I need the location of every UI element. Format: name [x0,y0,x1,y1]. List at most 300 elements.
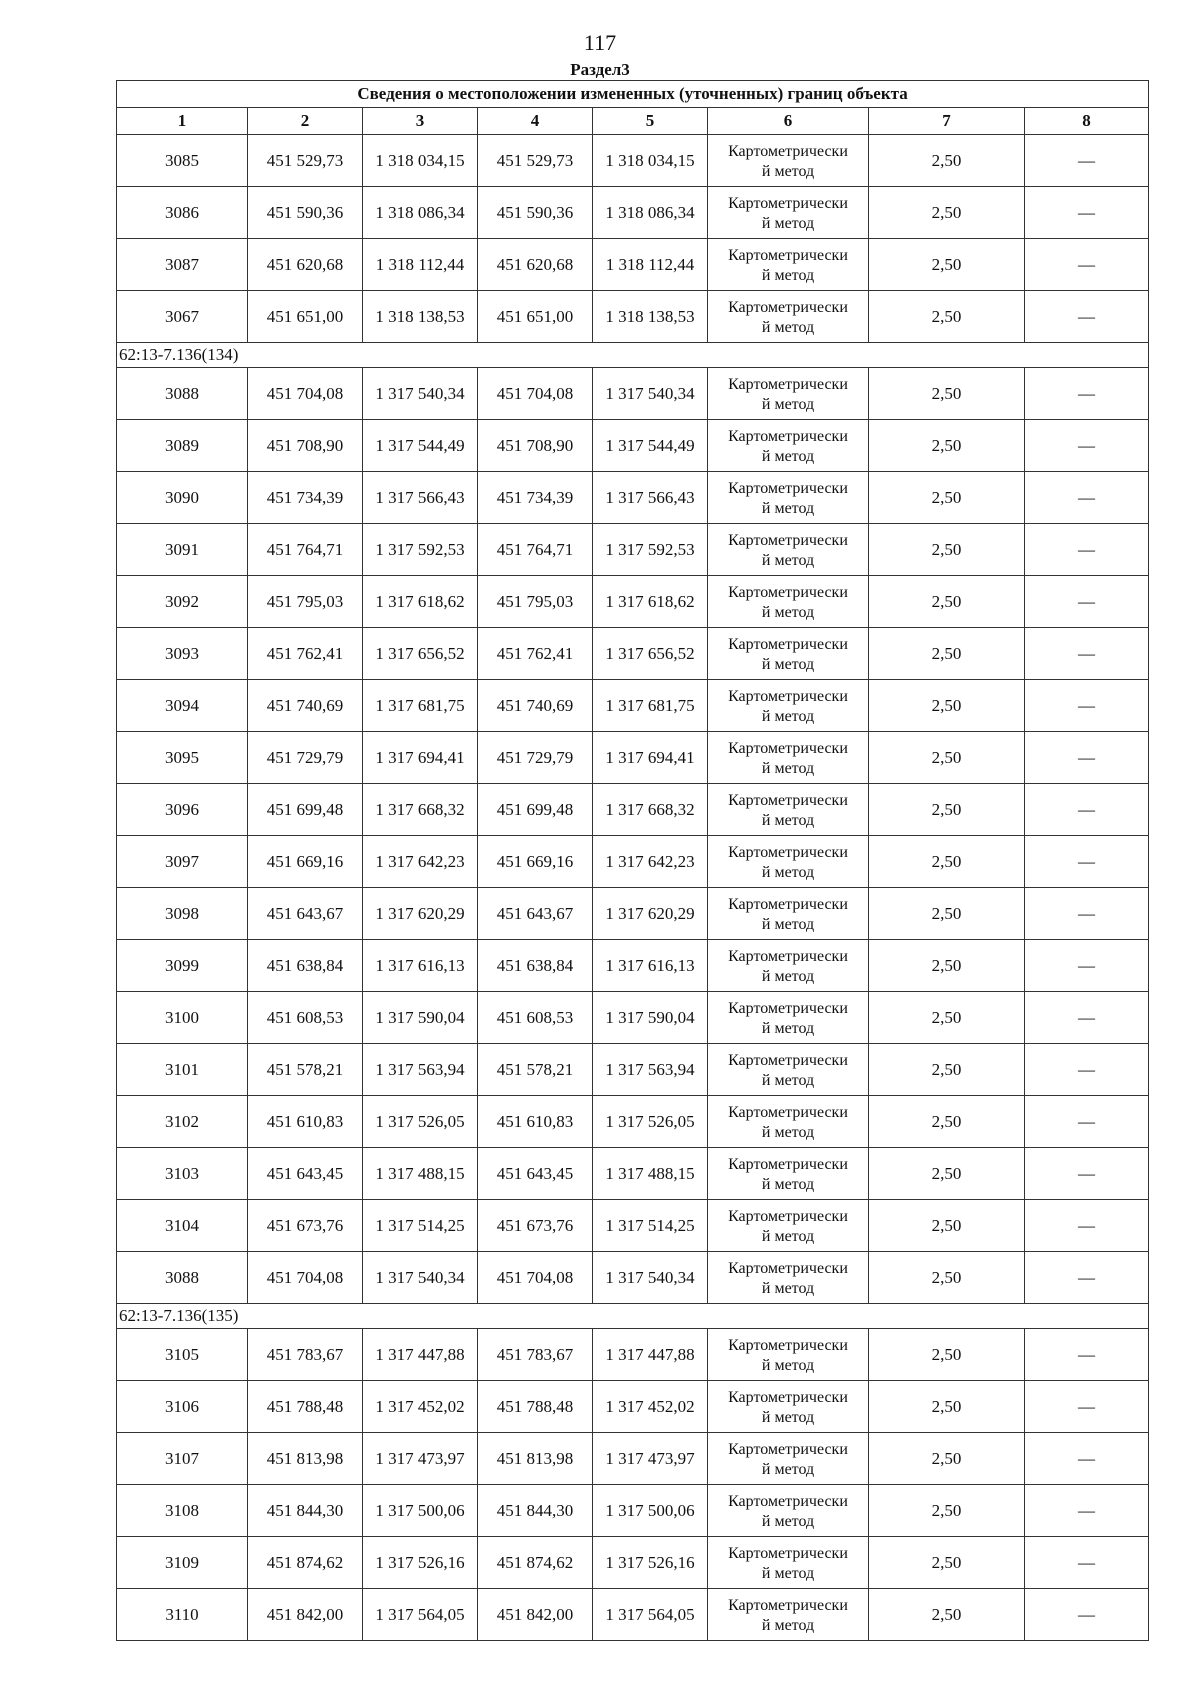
x-coordinate-cell: 451 669,16 [248,836,363,888]
y-coordinate-cell: 1 317 488,15 [363,1148,478,1200]
x-coordinate-new-cell: 451 788,48 [478,1381,593,1433]
accuracy-cell: 2,50 [869,992,1025,1044]
column-header: 3 [363,108,478,135]
accuracy-cell: 2,50 [869,187,1025,239]
x-coordinate-cell: 451 740,69 [248,680,363,732]
y-coordinate-new-cell: 1 317 656,52 [593,628,708,680]
column-header: 2 [248,108,363,135]
x-coordinate-cell: 451 874,62 [248,1537,363,1589]
x-coordinate-new-cell: 451 729,79 [478,732,593,784]
column-header: 1 [117,108,248,135]
method-cell [708,1381,869,1433]
method-text: й метод [761,863,815,881]
method-text: й метод [761,1279,815,1297]
method-cell [708,524,869,576]
method-cell [708,680,869,732]
y-coordinate-new-cell: 1 317 642,23 [593,836,708,888]
y-coordinate-cell: 1 317 514,25 [363,1200,478,1252]
method-text: Картометрически [728,298,848,316]
method-cell [708,135,869,187]
y-coordinate-new-cell: 1 318 086,34 [593,187,708,239]
table-row [117,628,1149,680]
table-row [117,732,1149,784]
point-number-cell: 3104 [117,1200,248,1252]
method-cell [708,1148,869,1200]
group-row [117,1304,1149,1329]
method-text: Картометрически [728,1544,848,1562]
method-cell [708,472,869,524]
y-coordinate-cell: 1 317 668,32 [363,784,478,836]
description-cell: — [1025,940,1149,992]
point-number-cell: 3088 [117,1252,248,1304]
method-cell [708,836,869,888]
description-cell: — [1025,1200,1149,1252]
point-number-cell: 3109 [117,1537,248,1589]
y-coordinate-new-cell: 1 317 563,94 [593,1044,708,1096]
description-cell: — [1025,1148,1149,1200]
x-coordinate-cell: 451 842,00 [248,1589,363,1641]
accuracy-cell: 2,50 [869,1096,1025,1148]
point-number-cell: 3097 [117,836,248,888]
y-coordinate-cell: 1 317 564,05 [363,1589,478,1641]
method-cell [708,368,869,420]
x-coordinate-cell: 451 620,68 [248,239,363,291]
method-text: й метод [761,915,815,933]
method-text: й метод [761,1616,815,1634]
method-text: й метод [761,1564,815,1582]
method-text: й метод [761,967,815,985]
x-coordinate-new-cell: 451 734,39 [478,472,593,524]
method-text: Картометрически [728,583,848,601]
y-coordinate-new-cell: 1 317 452,02 [593,1381,708,1433]
method-text: Картометрически [728,1388,848,1406]
column-header-row [117,108,1149,135]
y-coordinate-cell: 1 317 566,43 [363,472,478,524]
y-coordinate-new-cell: 1 317 566,43 [593,472,708,524]
y-coordinate-new-cell: 1 317 694,41 [593,732,708,784]
point-number-cell: 3089 [117,420,248,472]
y-coordinate-new-cell: 1 317 488,15 [593,1148,708,1200]
x-coordinate-cell: 451 578,21 [248,1044,363,1096]
method-text: й метод [761,707,815,725]
method-cell [708,291,869,343]
description-cell: — [1025,628,1149,680]
method-cell [708,628,869,680]
method-text: Картометрически [728,1440,848,1458]
point-number-cell: 3092 [117,576,248,628]
method-cell [708,732,869,784]
x-coordinate-new-cell: 451 590,36 [478,187,593,239]
description-cell: — [1025,187,1149,239]
description-cell: — [1025,291,1149,343]
y-coordinate-new-cell: 1 317 473,97 [593,1433,708,1485]
y-coordinate-cell: 1 317 656,52 [363,628,478,680]
y-coordinate-new-cell: 1 317 540,34 [593,368,708,420]
accuracy-cell: 2,50 [869,1148,1025,1200]
table-row [117,239,1149,291]
x-coordinate-cell: 451 643,67 [248,888,363,940]
description-cell: — [1025,1329,1149,1381]
method-cell [708,940,869,992]
method-text: й метод [761,214,815,232]
accuracy-cell: 2,50 [869,1200,1025,1252]
table-row [117,1200,1149,1252]
x-coordinate-new-cell: 451 651,00 [478,291,593,343]
point-number-cell: 3108 [117,1485,248,1537]
point-number-cell: 3102 [117,1096,248,1148]
method-cell [708,1537,869,1589]
y-coordinate-new-cell: 1 317 564,05 [593,1589,708,1641]
description-cell: — [1025,135,1149,187]
method-text: Картометрически [728,1103,848,1121]
x-coordinate-new-cell: 451 620,68 [478,239,593,291]
x-coordinate-new-cell: 451 578,21 [478,1044,593,1096]
table-row [117,1589,1149,1641]
accuracy-cell: 2,50 [869,1252,1025,1304]
x-coordinate-new-cell: 451 608,53 [478,992,593,1044]
accuracy-cell: 2,50 [869,1329,1025,1381]
method-text: Картометрически [728,739,848,757]
y-coordinate-cell: 1 318 112,44 [363,239,478,291]
group-row [117,343,1149,368]
y-coordinate-cell: 1 317 473,97 [363,1433,478,1485]
method-text: Картометрически [728,1596,848,1614]
method-text: Картометрически [728,895,848,913]
x-coordinate-new-cell: 451 764,71 [478,524,593,576]
x-coordinate-cell: 451 608,53 [248,992,363,1044]
x-coordinate-cell: 451 783,67 [248,1329,363,1381]
method-cell [708,784,869,836]
y-coordinate-new-cell: 1 317 620,29 [593,888,708,940]
table-row [117,992,1149,1044]
y-coordinate-cell: 1 317 642,23 [363,836,478,888]
table-row [117,1381,1149,1433]
y-coordinate-cell: 1 318 034,15 [363,135,478,187]
y-coordinate-cell: 1 318 138,53 [363,291,478,343]
table-row [117,420,1149,472]
y-coordinate-new-cell: 1 317 544,49 [593,420,708,472]
method-text: Картометрически [728,375,848,393]
page-number: 117 [583,30,617,55]
description-cell: — [1025,1252,1149,1304]
column-header: 5 [593,108,708,135]
description-cell: — [1025,992,1149,1044]
table-row [117,888,1149,940]
point-number-cell: 3085 [117,135,248,187]
method-cell [708,1252,869,1304]
accuracy-cell: 2,50 [869,784,1025,836]
x-coordinate-cell: 451 590,36 [248,187,363,239]
x-coordinate-cell: 451 844,30 [248,1485,363,1537]
method-text: й метод [761,1019,815,1037]
method-text: Картометрически [728,427,848,445]
accuracy-cell: 2,50 [869,836,1025,888]
method-text: й метод [761,447,815,465]
x-coordinate-new-cell: 451 669,16 [478,836,593,888]
method-text: й метод [761,1071,815,1089]
table-row [117,187,1149,239]
description-cell: — [1025,1589,1149,1641]
method-text: Картометрически [728,1336,848,1354]
y-coordinate-cell: 1 317 694,41 [363,732,478,784]
point-number-cell: 3096 [117,784,248,836]
y-coordinate-cell: 1 317 590,04 [363,992,478,1044]
y-coordinate-cell: 1 317 540,34 [363,1252,478,1304]
method-text: й метод [761,655,815,673]
method-text: й метод [761,266,815,284]
method-cell [708,1200,869,1252]
table-row [117,784,1149,836]
x-coordinate-new-cell: 451 610,83 [478,1096,593,1148]
table-row [117,576,1149,628]
table-row [117,1537,1149,1589]
method-text: Картометрически [728,687,848,705]
table-row [117,1044,1149,1096]
x-coordinate-cell: 451 734,39 [248,472,363,524]
method-text: Картометрически [728,1492,848,1510]
accuracy-cell: 2,50 [869,680,1025,732]
y-coordinate-cell: 1 317 452,02 [363,1381,478,1433]
table-row [117,135,1149,187]
description-cell: — [1025,1485,1149,1537]
method-cell [708,1329,869,1381]
method-cell [708,1589,869,1641]
y-coordinate-new-cell: 1 317 526,16 [593,1537,708,1589]
y-coordinate-cell: 1 317 620,29 [363,888,478,940]
accuracy-cell: 2,50 [869,1044,1025,1096]
point-number-cell: 3087 [117,239,248,291]
description-cell: — [1025,1044,1149,1096]
table-row [117,472,1149,524]
method-text: Картометрически [728,947,848,965]
description-cell: — [1025,420,1149,472]
point-number-cell: 3101 [117,1044,248,1096]
y-coordinate-new-cell: 1 317 500,06 [593,1485,708,1537]
y-coordinate-cell: 1 317 563,94 [363,1044,478,1096]
parcel-group-label: 62:13-7.136(134) [117,343,1149,368]
x-coordinate-new-cell: 451 842,00 [478,1589,593,1641]
method-text: Картометрически [728,843,848,861]
x-coordinate-cell: 451 708,90 [248,420,363,472]
accuracy-cell: 2,50 [869,732,1025,784]
x-coordinate-new-cell: 451 813,98 [478,1433,593,1485]
y-coordinate-new-cell: 1 317 447,88 [593,1329,708,1381]
x-coordinate-new-cell: 451 762,41 [478,628,593,680]
method-text: й метод [761,1123,815,1141]
point-number-cell: 3090 [117,472,248,524]
column-header: 7 [869,108,1025,135]
x-coordinate-cell: 451 643,45 [248,1148,363,1200]
y-coordinate-new-cell: 1 317 616,13 [593,940,708,992]
accuracy-cell: 2,50 [869,888,1025,940]
method-text: й метод [761,603,815,621]
method-text: Картометрически [728,194,848,212]
x-coordinate-cell: 451 788,48 [248,1381,363,1433]
method-cell [708,1096,869,1148]
method-cell [708,1044,869,1096]
y-coordinate-cell: 1 317 681,75 [363,680,478,732]
y-coordinate-new-cell: 1 318 112,44 [593,239,708,291]
description-cell: — [1025,1433,1149,1485]
table-row [117,836,1149,888]
x-coordinate-new-cell: 451 704,08 [478,368,593,420]
method-cell [708,992,869,1044]
x-coordinate-new-cell: 451 673,76 [478,1200,593,1252]
x-coordinate-cell: 451 610,83 [248,1096,363,1148]
table-row [117,368,1149,420]
column-header: 6 [708,108,869,135]
method-text: Картометрически [728,1207,848,1225]
point-number-cell: 3107 [117,1433,248,1485]
accuracy-cell: 2,50 [869,239,1025,291]
x-coordinate-cell: 451 651,00 [248,291,363,343]
method-cell [708,1485,869,1537]
method-text: й метод [761,1408,815,1426]
y-coordinate-new-cell: 1 317 540,34 [593,1252,708,1304]
method-text: й метод [761,395,815,413]
y-coordinate-new-cell: 1 318 034,15 [593,135,708,187]
description-cell: — [1025,784,1149,836]
method-cell [708,576,869,628]
method-text: Картометрически [728,142,848,160]
table-caption: Сведения о местоположении измененных (уточненных) границ объекта [117,81,1149,108]
description-cell: — [1025,576,1149,628]
method-text: Картометрически [728,791,848,809]
point-number-cell: 3094 [117,680,248,732]
x-coordinate-new-cell: 451 529,73 [478,135,593,187]
method-text: й метод [761,759,815,777]
x-coordinate-new-cell: 451 704,08 [478,1252,593,1304]
x-coordinate-new-cell: 451 874,62 [478,1537,593,1589]
method-text: й метод [761,1460,815,1478]
x-coordinate-cell: 451 729,79 [248,732,363,784]
table-row [117,1485,1149,1537]
description-cell: — [1025,524,1149,576]
method-text: й метод [761,811,815,829]
y-coordinate-new-cell: 1 317 681,75 [593,680,708,732]
accuracy-cell: 2,50 [869,291,1025,343]
accuracy-cell: 2,50 [869,135,1025,187]
point-number-cell: 3093 [117,628,248,680]
description-cell: — [1025,680,1149,732]
method-text: й метод [761,499,815,517]
y-coordinate-cell: 1 317 447,88 [363,1329,478,1381]
method-text: Картометрически [728,531,848,549]
description-cell: — [1025,888,1149,940]
x-coordinate-cell: 451 764,71 [248,524,363,576]
point-number-cell: 3067 [117,291,248,343]
y-coordinate-cell: 1 317 618,62 [363,576,478,628]
y-coordinate-cell: 1 317 526,16 [363,1537,478,1589]
table-row [117,524,1149,576]
method-text: й метод [761,1512,815,1530]
method-text: Картометрически [728,1051,848,1069]
x-coordinate-cell: 451 699,48 [248,784,363,836]
y-coordinate-new-cell: 1 317 590,04 [593,992,708,1044]
boundary-table [116,80,1149,1641]
point-number-cell: 3091 [117,524,248,576]
y-coordinate-cell: 1 317 544,49 [363,420,478,472]
method-cell [708,239,869,291]
table-row [117,1329,1149,1381]
table-row [117,1252,1149,1304]
method-text: й метод [761,1175,815,1193]
point-number-cell: 3106 [117,1381,248,1433]
point-number-cell: 3100 [117,992,248,1044]
point-number-cell: 3095 [117,732,248,784]
accuracy-cell: 2,50 [869,628,1025,680]
method-text: й метод [761,162,815,180]
method-text: й метод [761,1227,815,1245]
description-cell: — [1025,1537,1149,1589]
accuracy-cell: 2,50 [869,940,1025,992]
point-number-cell: 3110 [117,1589,248,1641]
accuracy-cell: 2,50 [869,1537,1025,1589]
y-coordinate-cell: 1 317 592,53 [363,524,478,576]
x-coordinate-new-cell: 451 795,03 [478,576,593,628]
description-cell: — [1025,472,1149,524]
description-cell: — [1025,836,1149,888]
method-text: й метод [761,318,815,336]
method-cell [708,420,869,472]
table-row [117,680,1149,732]
x-coordinate-new-cell: 451 844,30 [478,1485,593,1537]
point-number-cell: 3105 [117,1329,248,1381]
y-coordinate-new-cell: 1 317 514,25 [593,1200,708,1252]
description-cell: — [1025,1096,1149,1148]
method-text: Картометрически [728,479,848,497]
x-coordinate-new-cell: 451 740,69 [478,680,593,732]
x-coordinate-cell: 451 795,03 [248,576,363,628]
method-text: й метод [761,551,815,569]
column-header: 4 [478,108,593,135]
accuracy-cell: 2,50 [869,420,1025,472]
y-coordinate-new-cell: 1 317 526,05 [593,1096,708,1148]
method-cell [708,1433,869,1485]
y-coordinate-cell: 1 317 526,05 [363,1096,478,1148]
accuracy-cell: 2,50 [869,1485,1025,1537]
point-number-cell: 3099 [117,940,248,992]
x-coordinate-new-cell: 451 643,45 [478,1148,593,1200]
y-coordinate-cell: 1 317 500,06 [363,1485,478,1537]
section-title: Раздел3 [570,60,630,79]
x-coordinate-new-cell: 451 643,67 [478,888,593,940]
y-coordinate-cell: 1 317 616,13 [363,940,478,992]
method-text: Картометрически [728,246,848,264]
x-coordinate-new-cell: 451 783,67 [478,1329,593,1381]
table-body [117,135,1149,1641]
description-cell: — [1025,732,1149,784]
x-coordinate-new-cell: 451 638,84 [478,940,593,992]
y-coordinate-new-cell: 1 317 592,53 [593,524,708,576]
y-coordinate-new-cell: 1 317 668,32 [593,784,708,836]
description-cell: — [1025,1381,1149,1433]
point-number-cell: 3103 [117,1148,248,1200]
accuracy-cell: 2,50 [869,524,1025,576]
x-coordinate-cell: 451 704,08 [248,368,363,420]
y-coordinate-new-cell: 1 317 618,62 [593,576,708,628]
table-row [117,940,1149,992]
accuracy-cell: 2,50 [869,1433,1025,1485]
table-row [117,1433,1149,1485]
accuracy-cell: 2,50 [869,576,1025,628]
description-cell: — [1025,239,1149,291]
point-number-cell: 3086 [117,187,248,239]
method-cell [708,187,869,239]
y-coordinate-cell: 1 318 086,34 [363,187,478,239]
method-text: Картометрически [728,635,848,653]
x-coordinate-new-cell: 451 699,48 [478,784,593,836]
